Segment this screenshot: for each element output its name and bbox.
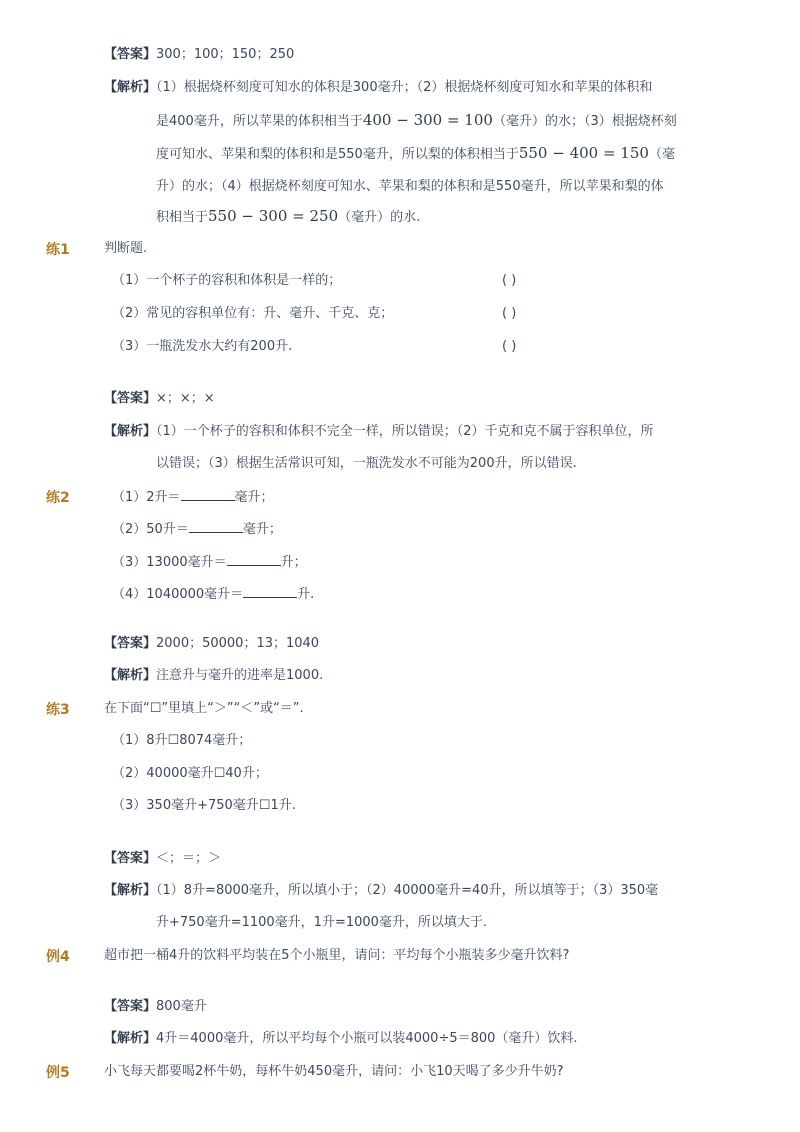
analysis-text: （1）一个杯子的容积和体积不完全一样，所以错误；（2）千克和克不属于容积单位，所 — [156, 424, 654, 439]
analysis-line-2: 升+750毫升=1100毫升，1升=1000毫升，所以填大于. — [156, 915, 488, 930]
item-prefix: （4）1040000毫升＝ — [112, 587, 244, 602]
analysis-tag: 【解析】 — [104, 80, 157, 95]
item-suffix: 升； — [280, 555, 307, 570]
analysis-row — [104, 1031, 578, 1047]
item-suffix: 毫升； — [234, 490, 274, 505]
answer-text: 300；100；150；250 — [156, 47, 295, 62]
question-item — [112, 488, 274, 506]
answer-row — [104, 636, 319, 652]
answer-tag: 【答案】 — [104, 999, 157, 1014]
fill-blank[interactable] — [227, 553, 281, 566]
answer-text: ＜；＝；＞ — [156, 851, 222, 866]
question-stem: 判断题. — [104, 241, 148, 256]
analysis-tag: 【解析】 — [104, 1031, 157, 1046]
analysis-tag: 【解析】 — [104, 883, 157, 898]
item-suffix: 升. — [297, 587, 315, 602]
question-item — [112, 585, 314, 603]
question-stem: 在下面“☐”里填上“＞”“＜”或“＝”. — [104, 701, 304, 716]
analysis-text: 积相当于 — [156, 210, 209, 225]
exercise-label: 练2 — [46, 490, 70, 506]
answer-text: ×；×；× — [156, 391, 215, 406]
answer-row — [104, 47, 294, 63]
analysis-line-1 — [104, 883, 658, 899]
answer-parentheses: ( ) — [502, 273, 517, 288]
analysis-text: 是400毫升，所以苹果的体积相当于 — [156, 114, 363, 129]
answer-parentheses: ( ) — [502, 339, 517, 354]
answer-row — [104, 851, 221, 867]
analysis-text: 注意升与毫升的进率是1000. — [156, 668, 324, 683]
question-item: （1）8升☐8074毫升； — [112, 733, 252, 748]
answer-tag: 【答案】 — [104, 47, 157, 62]
answer-tag: 【答案】 — [104, 636, 157, 651]
analysis-line-4 — [156, 179, 664, 195]
item-prefix: （1）2升＝ — [112, 490, 181, 505]
fill-blank[interactable] — [189, 520, 243, 533]
answer-parentheses: ( ) — [502, 306, 517, 321]
question-item: （3）一瓶洗发水大约有200升. — [112, 339, 293, 354]
math-expression: 550 − 300 = 250 — [208, 207, 339, 225]
answer-text: 800毫升 — [156, 999, 207, 1014]
exercise-label: 练3 — [46, 702, 70, 718]
analysis-line-1 — [104, 80, 652, 96]
math-expression: 400 − 300 = 100 — [362, 111, 493, 129]
question-stem: 小飞每天都要喝2杯牛奶，每杯牛奶450毫升，请问：小飞10天喝了多少升牛奶? — [104, 1064, 564, 1079]
math-expression: 550 − 400 = 150 — [518, 144, 649, 162]
question-item: （2）常见的容积单位有：升、毫升、千克、克； — [112, 306, 394, 321]
analysis-text: （毫 — [648, 147, 675, 162]
analysis-text: （毫升）的水；（3）根据烧杯刻 — [492, 114, 677, 129]
question-stem: 超市把一桶4升的饮料平均装在5个小瓶里，请问：平均每个小瓶装多少毫升饮料? — [104, 948, 570, 963]
analysis-line-2: 以错误；（3）根据生活常识可知，一瓶洗发水不可能为200升，所以错误. — [156, 456, 577, 471]
analysis-line-1 — [104, 424, 654, 440]
analysis-line-3 — [156, 145, 675, 163]
answer-text: 2000；50000；13；1040 — [156, 636, 320, 651]
analysis-line-2 — [156, 112, 677, 130]
analysis-tag: 【解析】 — [104, 424, 157, 439]
answer-tag: 【答案】 — [104, 391, 157, 406]
analysis-text: 4升＝4000毫升，所以平均每个小瓶可以装4000÷5＝800（毫升）饮料. — [156, 1031, 578, 1046]
analysis-text: 度可知水、苹果和梨的体积和是550毫升，所以梨的体积相当于 — [156, 147, 519, 162]
question-item — [112, 553, 307, 571]
fill-blank[interactable] — [181, 488, 235, 501]
analysis-text: （1）8升=8000毫升，所以填小于；（2）40000毫升=40升，所以填等于；（3）350毫 — [156, 883, 659, 898]
answer-tag: 【答案】 — [104, 851, 157, 866]
answer-row — [104, 999, 207, 1015]
question-item: （2）40000毫升☐40升； — [112, 766, 268, 781]
exercise-label: 练1 — [46, 242, 70, 258]
analysis-line-5 — [156, 208, 420, 226]
question-item — [112, 520, 282, 538]
fill-blank[interactable] — [243, 585, 297, 598]
question-item: （1）一个杯子的容积和体积是一样的； — [112, 273, 342, 288]
analysis-text: 升）的水；（4）根据烧杯刻度可知水、苹果和梨的体积和是550毫升，所以苹果和梨的体 — [156, 179, 664, 194]
example-label: 例4 — [46, 949, 70, 965]
analysis-text: （毫升）的水. — [338, 210, 421, 225]
analysis-tag: 【解析】 — [104, 668, 157, 683]
item-prefix: （3）13000毫升＝ — [112, 555, 227, 570]
analysis-row — [104, 668, 323, 684]
item-prefix: （2）50升＝ — [112, 522, 189, 537]
answer-row — [104, 391, 215, 407]
analysis-text: （1）根据烧杯刻度可知水的体积是300毫升；（2）根据烧杯刻度可知水和苹果的体积和 — [156, 80, 653, 95]
example-label: 例5 — [46, 1065, 70, 1081]
question-item: （3）350毫升+750毫升☐1升. — [112, 798, 296, 813]
item-suffix: 毫升； — [242, 522, 282, 537]
